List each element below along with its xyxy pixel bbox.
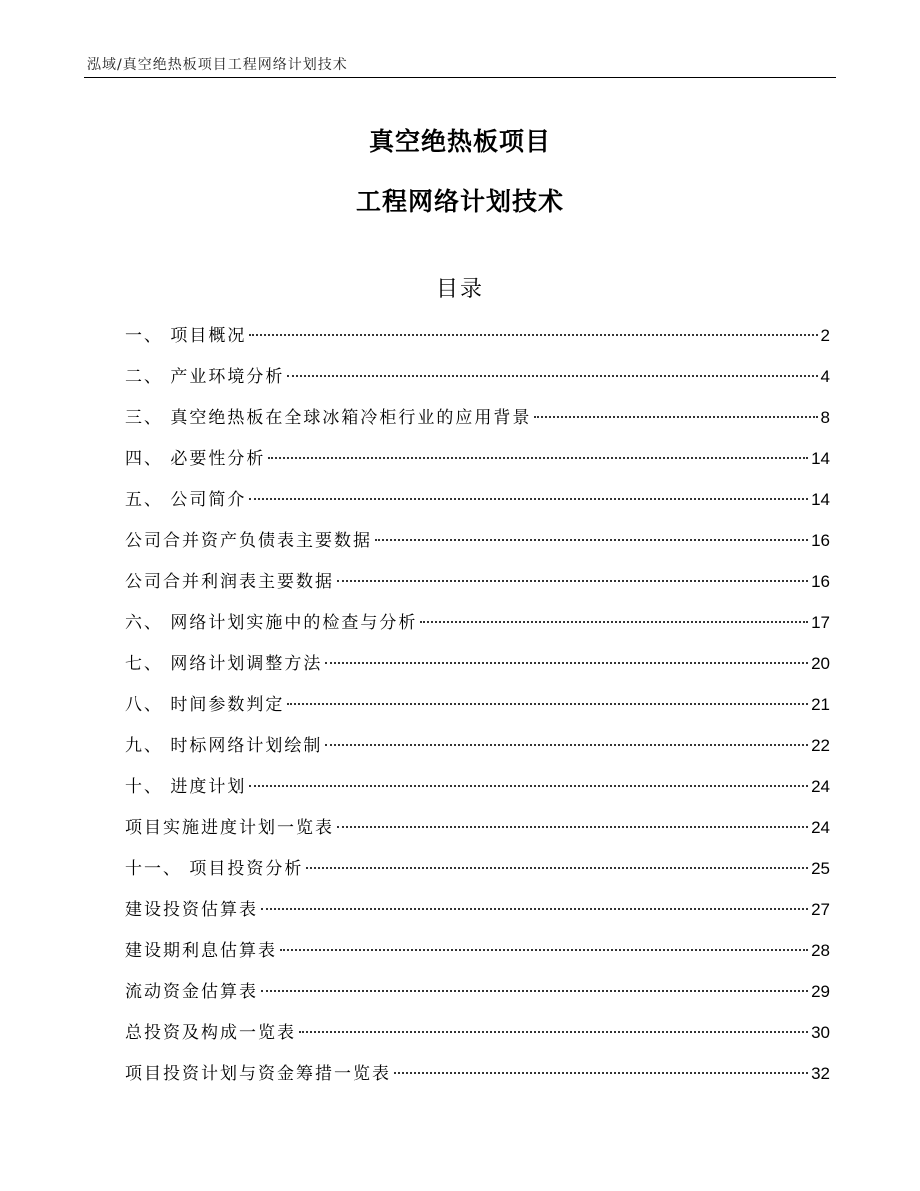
toc-dot-leader bbox=[337, 826, 808, 828]
toc-entry-page-number[interactable]: 29 bbox=[811, 982, 830, 1001]
toc-entry[interactable] bbox=[125, 567, 830, 608]
toc-entry-page-number[interactable]: 30 bbox=[811, 1023, 830, 1042]
toc-entry-page-number[interactable]: 24 bbox=[811, 777, 830, 796]
toc-entry-label[interactable]: 三、 真空绝热板在全球冰箱冷柜行业的应用背景 bbox=[125, 408, 532, 428]
toc-entry-page-number[interactable]: 16 bbox=[811, 531, 830, 550]
toc-entry-page-number[interactable]: 17 bbox=[811, 613, 830, 632]
toc-entry-label[interactable]: 一、 项目概况 bbox=[125, 326, 247, 346]
toc-dot-leader bbox=[534, 416, 817, 418]
toc-entry-label[interactable]: 六、 网络计划实施中的检查与分析 bbox=[125, 613, 418, 633]
toc-dot-leader bbox=[261, 990, 808, 992]
toc-entry[interactable] bbox=[125, 444, 830, 485]
toc-entry-page-number[interactable]: 2 bbox=[820, 326, 830, 345]
toc-entry-page-number[interactable]: 22 bbox=[811, 736, 830, 755]
toc-dot-leader bbox=[306, 867, 808, 869]
toc-entry-label[interactable]: 九、 时标网络计划绘制 bbox=[125, 736, 323, 756]
toc-dot-leader bbox=[337, 580, 808, 582]
document-title-line-2: 工程网络计划技术 bbox=[355, 187, 564, 216]
toc-entry-label[interactable]: 八、 时间参数判定 bbox=[125, 695, 285, 715]
toc-entry-page-number[interactable]: 20 bbox=[811, 654, 830, 673]
toc-dot-leader bbox=[249, 785, 808, 787]
toc-dot-leader bbox=[325, 744, 808, 746]
toc-entry[interactable] bbox=[125, 608, 830, 649]
toc-entry-label[interactable]: 流动资金估算表 bbox=[125, 982, 258, 1002]
toc-entry-page-number[interactable]: 14 bbox=[811, 490, 830, 509]
toc-heading: 目录 bbox=[435, 277, 484, 302]
toc-entry-label[interactable]: 二、 产业环境分析 bbox=[125, 367, 285, 387]
toc-entry-label[interactable]: 七、 网络计划调整方法 bbox=[125, 654, 323, 674]
toc-dot-leader bbox=[249, 334, 817, 336]
toc-dot-leader bbox=[375, 539, 808, 541]
toc-dot-leader bbox=[420, 621, 808, 623]
toc-entry[interactable] bbox=[125, 321, 830, 362]
toc-entry-label[interactable]: 公司合并资产负债表主要数据 bbox=[125, 531, 372, 551]
toc-entry[interactable] bbox=[125, 854, 830, 895]
toc-entry-label[interactable]: 公司合并利润表主要数据 bbox=[125, 572, 334, 592]
toc-entry[interactable] bbox=[125, 362, 830, 403]
toc-entry-page-number[interactable]: 16 bbox=[811, 572, 830, 591]
toc-entry[interactable] bbox=[125, 690, 830, 731]
toc-entry[interactable] bbox=[125, 895, 830, 936]
toc-entry-page-number[interactable]: 32 bbox=[811, 1064, 830, 1083]
toc-entry[interactable] bbox=[125, 403, 830, 444]
toc-entry-label[interactable]: 项目实施进度计划一览表 bbox=[125, 818, 334, 838]
toc-entry-page-number[interactable]: 8 bbox=[820, 408, 830, 427]
toc-entry-page-number[interactable]: 28 bbox=[811, 941, 830, 960]
toc-entry[interactable] bbox=[125, 526, 830, 567]
document-title-line-1: 真空绝热板项目 bbox=[368, 127, 551, 156]
toc-entry-page-number[interactable]: 4 bbox=[820, 367, 830, 386]
toc-entry-label[interactable]: 十一、 项目投资分析 bbox=[125, 859, 304, 879]
toc-dot-leader bbox=[261, 908, 808, 910]
toc-entry[interactable] bbox=[125, 649, 830, 690]
running-header: 泓域/真空绝热板项目工程网络计划技术 bbox=[87, 57, 348, 73]
toc-dot-leader bbox=[268, 457, 808, 459]
toc-entry[interactable] bbox=[125, 485, 830, 526]
toc-entry-label[interactable]: 建设期利息估算表 bbox=[125, 941, 277, 961]
toc-dot-leader bbox=[394, 1072, 808, 1074]
toc-entry[interactable] bbox=[125, 731, 830, 772]
toc-entry-label[interactable]: 总投资及构成一览表 bbox=[125, 1023, 296, 1043]
toc-entry-page-number[interactable]: 14 bbox=[811, 449, 830, 468]
toc-entry-label[interactable]: 四、 必要性分析 bbox=[125, 449, 266, 469]
toc-entry-label[interactable]: 建设投资估算表 bbox=[125, 900, 258, 920]
toc-entry-label[interactable]: 十、 进度计划 bbox=[125, 777, 247, 797]
header-divider bbox=[84, 77, 836, 78]
toc-entry[interactable] bbox=[125, 1018, 830, 1059]
toc-entry[interactable] bbox=[125, 977, 830, 1018]
toc-entry[interactable] bbox=[125, 1059, 830, 1100]
toc-entry[interactable] bbox=[125, 813, 830, 854]
table-of-contents bbox=[125, 321, 830, 1100]
toc-entry-page-number[interactable]: 25 bbox=[811, 859, 830, 878]
toc-entry[interactable] bbox=[125, 772, 830, 813]
toc-entry-label[interactable]: 五、 公司简介 bbox=[125, 490, 247, 510]
toc-dot-leader bbox=[287, 703, 808, 705]
toc-entry[interactable] bbox=[125, 936, 830, 977]
toc-dot-leader bbox=[280, 949, 808, 951]
toc-dot-leader bbox=[325, 662, 808, 664]
toc-dot-leader bbox=[287, 375, 817, 377]
toc-dot-leader bbox=[299, 1031, 808, 1033]
toc-entry-page-number[interactable]: 21 bbox=[811, 695, 830, 714]
toc-dot-leader bbox=[249, 498, 808, 500]
toc-entry-page-number[interactable]: 27 bbox=[811, 900, 830, 919]
toc-entry-label[interactable]: 项目投资计划与资金筹措一览表 bbox=[125, 1064, 391, 1084]
toc-entry-page-number[interactable]: 24 bbox=[811, 818, 830, 837]
